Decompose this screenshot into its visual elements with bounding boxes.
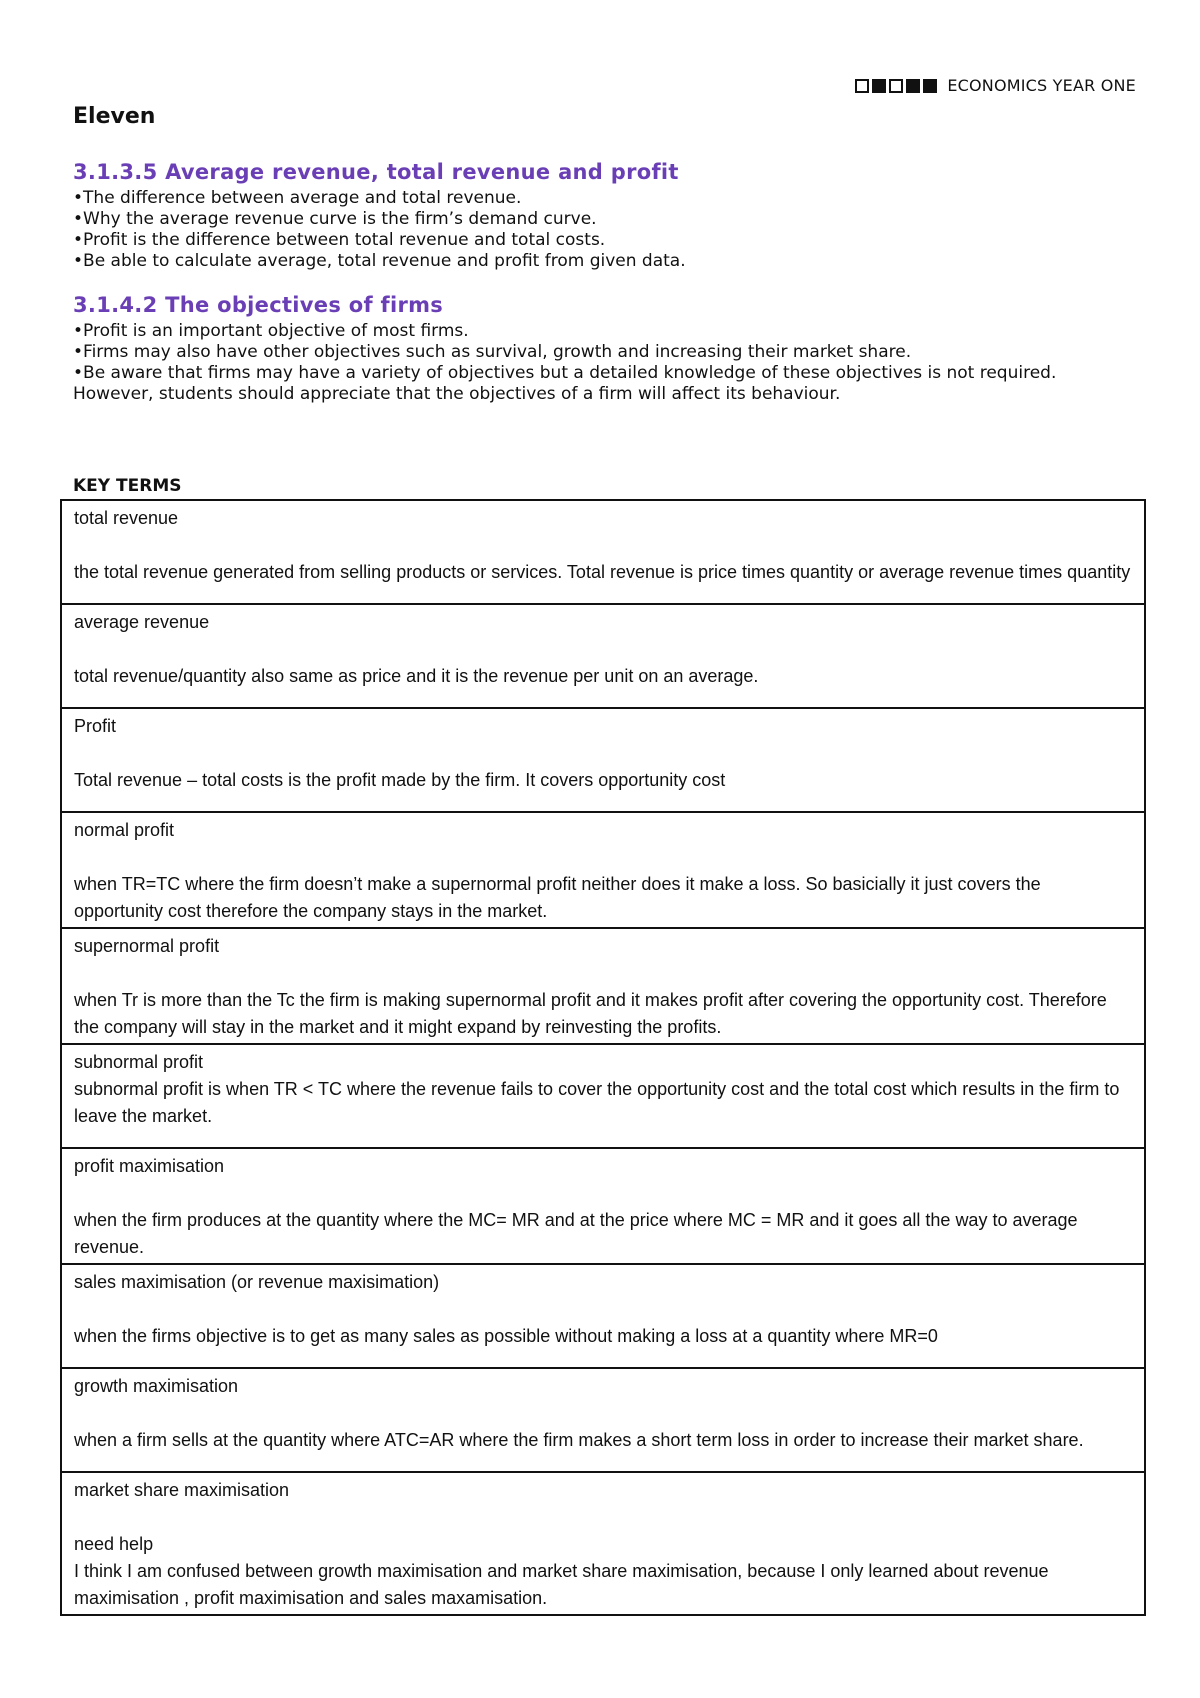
term-definition: when a firm sells at the quantity where ATC=AR where the firm makes a short term loss in order to increase their market share. [74,1430,1084,1450]
section-objectives-of-firms [73,293,1133,405]
table-row [61,1044,1145,1148]
key-term-cell [61,812,1145,928]
term-name: Profit [74,716,117,736]
key-terms-label: KEY TERMS [73,476,182,496]
bullet-item: • Profit is the difference between total revenue and total costs. [73,230,1133,251]
term-definition: when the firm produces at the quantity where the MC= MR and at the price where MC = MR and it goes all the way to average revenue. [74,1210,1078,1257]
term-name: average revenue [74,612,210,632]
term-definition: the total revenue generated from selling products or services. Total revenue is price times quantity or average revenue times quantity [74,562,1131,582]
bullet-item: • Be aware that firms may have a variety of objectives but a detailed knowledge of these objectives is not required. However, students should appreciate that the objectives of a firm will affect its behaviour. [73,363,1133,405]
bullet-item: • Be able to calculate average, total revenue and profit from given data. [73,251,1133,272]
table-row [61,708,1145,812]
term-definition: when Tr is more than the Tc the firm is making supernormal profit and it makes profit after covering the opportunity cost. Therefore the company will stay in the market and it might expand by reinvesting the profits. [74,990,1107,1037]
key-terms-table [60,499,1146,1616]
key-term-cell [61,1472,1145,1615]
table-row [61,812,1145,928]
section-heading: 3.1.4.2 The objectives of firms [73,293,444,317]
four-square-logo-icon [855,79,937,93]
term-name: subnormal profit [74,1052,204,1072]
term-name: total revenue [74,508,179,528]
term-definition: subnormal profit is when TR < TC where the revenue fails to cover the opportunity cost and the total cost which results in the firm to leave the market. [74,1079,1120,1126]
key-term-cell [61,500,1145,604]
term-definition: when TR=TC where the firm doesn’t make a supernormal profit neither does it make a loss. So basicially it just covers the opportunity cost therefore the company stays in the market. [74,874,1041,921]
table-row [61,1472,1145,1615]
page-header [855,76,1136,95]
key-term-cell [61,1368,1145,1472]
table-row [61,500,1145,604]
key-term-cell [61,1044,1145,1148]
term-name: sales maximisation (or revenue maxisimation) [74,1272,440,1292]
term-name: market share maximisation [74,1480,290,1500]
document-title: Eleven [73,104,156,129]
bullet-item: • The difference between average and total revenue. [73,188,1133,209]
table-row [61,604,1145,708]
term-definition: total revenue/quantity also same as price and it is the revenue per unit on an average. [74,666,759,686]
term-name: growth maximisation [74,1376,239,1396]
term-note: I think I am confused between growth maximisation and market share maximisation, because I only learned about revenue maximisation , profit maximisation and sales maxamisation. [74,1561,1049,1608]
key-term-cell [61,708,1145,812]
term-name: normal profit [74,820,175,840]
table-row [61,928,1145,1044]
bullet-item: • Why the average revenue curve is the firm’s demand curve. [73,209,1133,230]
term-name: supernormal profit [74,936,220,956]
term-definition: need help [74,1534,154,1554]
header-label: ECONOMICS YEAR ONE [947,76,1136,95]
key-term-cell [61,928,1145,1044]
key-term-cell [61,1148,1145,1264]
key-term-cell [61,1264,1145,1368]
term-definition: Total revenue – total costs is the profit made by the firm. It covers opportunity cost [74,770,726,790]
term-name: profit maximisation [74,1156,225,1176]
bullet-list [73,321,1133,405]
bullet-item: • Firms may also have other objectives such as survival, growth and increasing their market share. [73,342,1133,363]
term-definition: when the firms objective is to get as many sales as possible without making a loss at a quantity where MR=0 [74,1326,938,1346]
table-row [61,1368,1145,1472]
section-average-revenue [73,160,1133,272]
bullet-list [73,188,1133,272]
table-row [61,1264,1145,1368]
table-row [61,1148,1145,1264]
bullet-item: • Profit is an important objective of most firms. [73,321,1133,342]
section-heading: 3.1.3.5 Average revenue, total revenue and profit [73,160,679,184]
key-term-cell [61,604,1145,708]
